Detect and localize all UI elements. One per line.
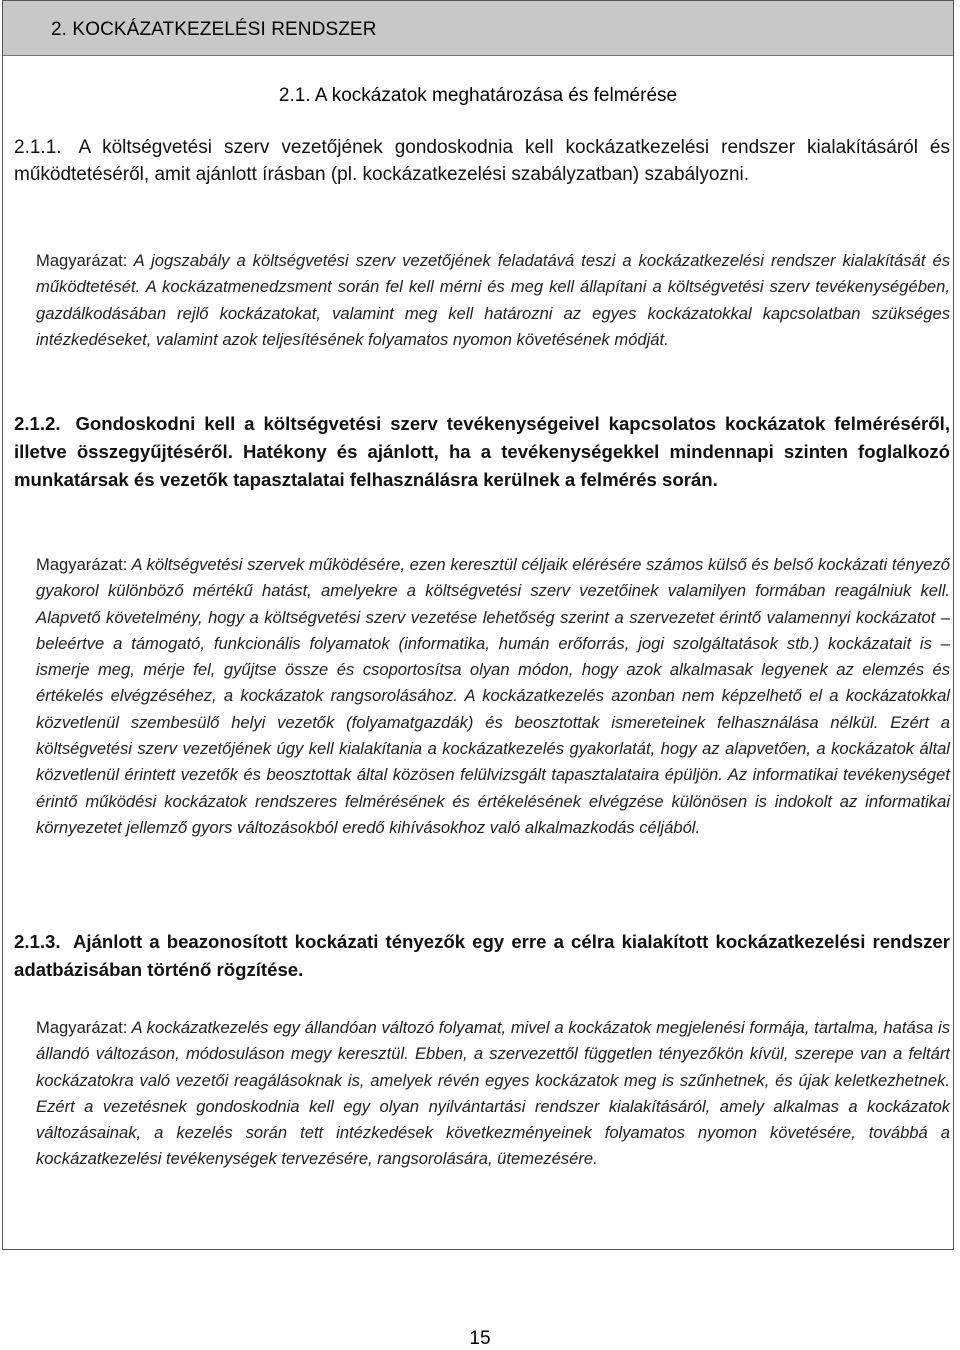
page-number: 15 (469, 1328, 491, 1349)
requirement-number: 2.1.2. (14, 413, 61, 434)
explanation-2-1-1 (36, 248, 950, 353)
explanation-label: Magyarázat: (36, 1018, 128, 1037)
explanation-text: A jogszabály a költségvetési szerv vezetőjének feladatává teszi a kockázatkezelési rendszer kialakítását és működtetését. A kockázatmenedzsment során fel kell mérni és meg kell állapítani a költségvetési szerv tevékenységében, gazdálkodásában rejlő kockázatokat, valamint meg kell határozni az egyes kockázatokkal kapcsolatban szükséges intézkedéseket, valamint azok teljesítésének folyamatos nyomon követésének módját. (36, 251, 950, 349)
requirement-2-1-1 (14, 134, 950, 188)
requirement-2-1-2 (14, 410, 950, 494)
explanation-label: Magyarázat: (36, 555, 128, 574)
requirement-text: Ajánlott a beazonosított kockázati tényezők egy erre a célra kialakított kockázatkezelési rendszer adatbázisában történő rögzítése. (14, 931, 950, 980)
requirement-number: 2.1.1. (14, 137, 62, 158)
explanation-label: Magyarázat: (36, 251, 128, 270)
requirement-text: Gondoskodni kell a költségvetési szerv tevékenységeivel kapcsolatos kockázatok felméréséről, illetve összegyűjtéséről. Hatékony és ajánlott, ha a tevékenységekkel mindennapi szinten foglalkozó munkatársak és vezetők tapasztalatai felhasználásra kerülnek a felmérés során. (14, 413, 950, 490)
requirement-number: 2.1.3. (14, 931, 61, 952)
explanation-2-1-3 (36, 1015, 950, 1173)
document-frame (2, 0, 954, 1250)
section-title: 2.1. A kockázatok meghatározása és felmérése (278, 85, 678, 106)
explanation-text: A költségvetési szervek működésére, ezen keresztül céljaik elérésére számos külső és belső kockázati tényező gyakorol különböző mértékű hatást, amelyekre a költségvetési szerv vezetőinek valamilyen formában reagálniuk kell. Alapvető követelmény, hogy a költségvetési szerv vezetése lehetőség szerint a szervezetet érintő valamennyi kockázatot – beleértve a támogató, funkcionális folyamatok (informatika, humán erőforrás, jogi szolgáltatások stb.) kockázatait is – ismerje meg, mérje fel, gyűjtse össze és csoportosítsa olyan módon, hogy azok alkalmasak legyenek az elemzés és értékelés elvégzéséhez, a kockázatok rangsorolásához. A kockázatkezelés azonban nem képzelhető el a kockázatokkal közvetlenül szembesülő helyi vezetők (folyamatgazdák) és beosztottak ismereteinek felhasználása nélkül. Ezért a költségvetési szerv vezetőjének úgy kell kialakítania a kockázatkezelés gyakorlatát, hogy az alapvetően, a kockázatok által közvetlenül érintett vezetők és beosztottak által közösen felülvizsgált tapasztalataira épüljön. Az informatikai tevékenységet érintő működési kockázatok rendszeres felmérésének és értékelésének elvégzése különösen is indokolt az informatikai környezetet jellemző gyors változásokból eredő kihívásokhoz való alkalmazkodás céljából. (36, 555, 950, 837)
requirement-text: A költségvetési szerv vezetőjének gondoskodnia kell kockázatkezelési rendszer kialakításáról és működtetéséről, amit ajánlott írásban (pl. kockázatkezelési szabályzatban) szabályozni. (14, 137, 951, 185)
chapter-title: 2. KOCKÁZATKEZELÉSI RENDSZER (51, 19, 377, 40)
explanation-2-1-2 (36, 552, 950, 841)
chapter-header-bar (3, 1, 953, 56)
requirement-2-1-3 (14, 928, 950, 984)
explanation-text: A kockázatkezelés egy állandóan változó folyamat, mivel a kockázatok megjelenési formája, tartalma, hatása is állandó változáson, módosuláson megy keresztül. Ebben, a szervezettől független tényezőkön kívül, szerepe van a feltárt kockázatokra való vezetői reagálásoknak is, amelyek révén egyes kockázatok meg is szűnhetnek, és újak keletkezhetnek. Ezért a vezetésnek gondoskodnia kell egy olyan nyilvántartási rendszer kialakításáról, amely alkalmas a kockázatok változásainak, a kezelés során tett intézkedések következményeinek folyamatos nyomon követésére, továbbá a kockázatkezelési tevékenységek tervezésére, rangsorolására, ütemezésére. (36, 1018, 950, 1169)
